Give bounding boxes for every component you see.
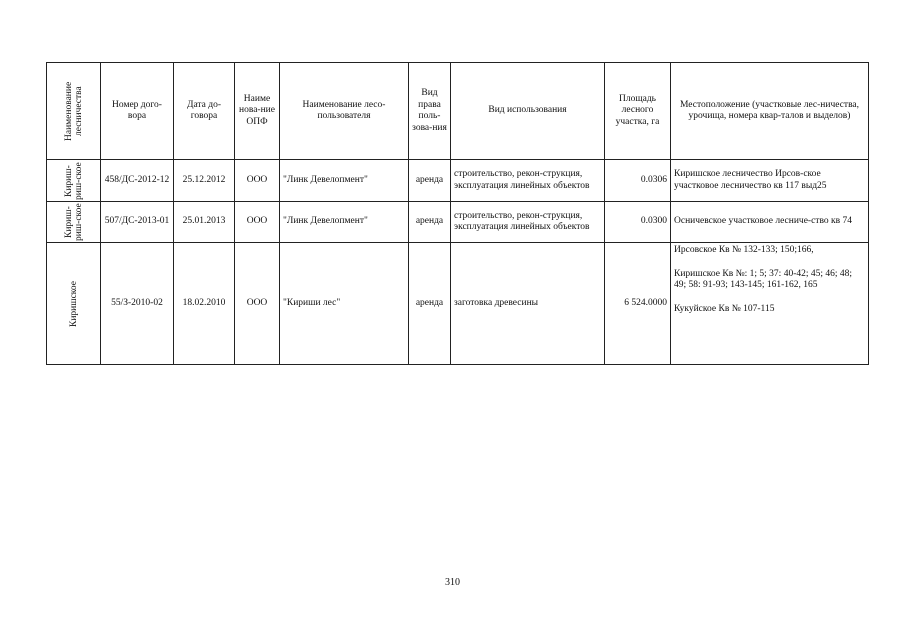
cell-opf: ООО — [235, 160, 280, 202]
cell-opf: ООО — [235, 202, 280, 243]
cell-use-type: строительство, рекон-струкция, эксплуатация линейных объектов — [451, 160, 605, 202]
cell-user: "Линк Девелопмент" — [280, 202, 409, 243]
cell-right-type: аренда — [409, 202, 451, 243]
cell-area: 0.0306 — [605, 160, 671, 202]
header-contract-no: Номер дого-вора — [101, 63, 174, 160]
location-line: Кукуйское Кв № 107-115 — [674, 303, 775, 314]
cell-forestry: Киришское — [47, 243, 101, 365]
table-row — [47, 202, 869, 243]
cell-contract-date: 25.12.2012 — [174, 160, 235, 202]
cell-use-type: заготовка древесины — [451, 243, 605, 365]
cell-user: "Кириши лес" — [280, 243, 409, 365]
lease-table — [46, 62, 869, 365]
cell-contract-no: 458/ДС-2012-12 — [101, 160, 174, 202]
cell-area: 6 524.0000 — [605, 243, 671, 365]
cell-contract-date: 25.01.2013 — [174, 202, 235, 243]
cell-location: Осничевское участковое лесниче-ство кв 74 — [671, 202, 869, 243]
cell-forestry: Кириш-риш-ское — [47, 160, 101, 202]
header-user: Наименование лесо-пользователя — [280, 63, 409, 160]
header-row — [47, 63, 869, 160]
cell-right-type: аренда — [409, 160, 451, 202]
cell-right-type: аренда — [409, 243, 451, 365]
header-right-type: Вид права поль-зова-ния — [409, 63, 451, 160]
header-location: Местоположение (участковые лес-ничества, урочища, номера квар-талов и выделов) — [671, 63, 869, 160]
page-number: 310 — [445, 577, 460, 588]
header-opf: Наиме нова-ние ОПФ — [235, 63, 280, 160]
table-row — [47, 160, 869, 202]
header-contract-date: Дата до-говора — [174, 63, 235, 160]
cell-use-type: строительство, рекон-струкция, эксплуатация линейных объектов — [451, 202, 605, 243]
header-forestry: Наименование лесничества — [47, 63, 101, 160]
cell-contract-no: 507/ДС-2013-01 — [101, 202, 174, 243]
location-line: Киришское Кв №: 1; 5; 37: 40-42; 45; 46; 48; 49; 58: 91-93; 143-145; 161-162, 165 — [674, 268, 853, 290]
header-area: Площадь лесного участка, га — [605, 63, 671, 160]
cell-forestry: Кириш-риш-ское — [47, 202, 101, 243]
cell-contract-no: 55/З-2010-02 — [101, 243, 174, 365]
cell-location: Киришское лесничество Ирсов-ское участковое лесничество кв 117 выд25 — [671, 160, 869, 202]
location-line: Ирсовское Кв № 132-133; 150;166, — [674, 245, 814, 255]
cell-location — [671, 243, 869, 365]
header-use-type: Вид использования — [451, 63, 605, 160]
table-row — [47, 243, 869, 365]
cell-area: 0.0300 — [605, 202, 671, 243]
cell-contract-date: 18.02.2010 — [174, 243, 235, 365]
cell-opf: ООО — [235, 243, 280, 365]
cell-user: "Линк Девелопмент" — [280, 160, 409, 202]
